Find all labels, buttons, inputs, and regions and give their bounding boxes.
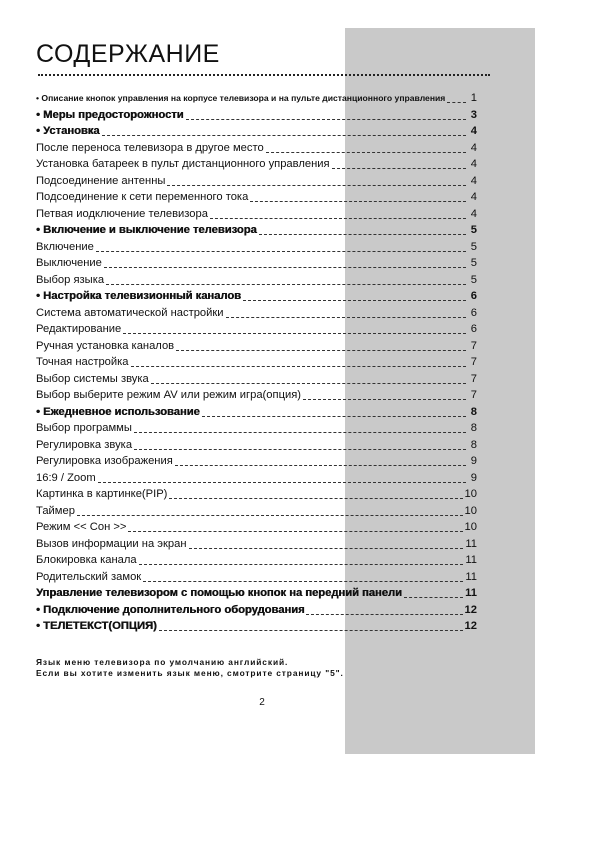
toc-entry-label: • Включение и выключение телевизора — [36, 224, 257, 236]
toc-leader-dashes — [175, 454, 466, 466]
toc-entry-label: Выбор программы — [36, 422, 132, 434]
page-number: 2 — [259, 697, 265, 708]
toc-entry[interactable] — [36, 404, 477, 421]
toc-leader-dashes — [134, 438, 466, 450]
toc-entry-page: 4 — [470, 158, 477, 170]
toc-entry-page: 4 — [470, 141, 477, 154]
toc-entry[interactable] — [36, 618, 477, 635]
toc-entry-page: 9 — [470, 471, 477, 484]
toc-entry[interactable] — [36, 173, 477, 190]
toc-entry-page: 11 — [465, 570, 477, 583]
toc-leader-dashes — [226, 306, 466, 318]
toc-entry-page: 4 — [470, 174, 477, 187]
toc-leader-dashes — [259, 223, 466, 235]
toc-entry-page: 7 — [470, 356, 477, 368]
toc-leader-dashes — [77, 504, 463, 516]
toc-entry-page: 5 — [470, 273, 477, 286]
toc-entry-label: • Настройка телевизионный каналов — [36, 290, 241, 302]
toc-entry[interactable] — [36, 486, 477, 503]
toc-entry-label: Включение — [36, 240, 94, 253]
toc-leader-dashes — [128, 520, 462, 532]
toc-leader-dashes — [202, 405, 466, 417]
toc-entry-label: Выключение — [36, 257, 102, 269]
toc-entry-label: Управление телевизором с помощью кнопок на передний панели — [36, 587, 402, 599]
toc-entry-label: Ручная установка каналов — [36, 339, 175, 352]
toc-entry-label: Режим << Сон >> — [36, 521, 127, 533]
toc-entry[interactable] — [36, 470, 477, 487]
toc-entry-page: 7 — [470, 339, 477, 352]
toc-entry-page: 6 — [470, 323, 477, 335]
toc-entry[interactable] — [36, 503, 477, 520]
toc-entry-label: Таймер — [36, 504, 75, 517]
toc-leader-dashes — [167, 174, 466, 186]
toc-leader-dashes — [143, 570, 463, 582]
toc-entry-label: • Подключение дополнительного оборудования — [36, 603, 305, 616]
toc-entry-label: Вызов информации на экран — [36, 537, 187, 550]
toc-leader-dashes — [98, 471, 466, 483]
toc-entry[interactable] — [36, 321, 477, 338]
toc-entry[interactable] — [36, 189, 477, 206]
toc-entry[interactable] — [36, 90, 477, 107]
toc-entry[interactable] — [36, 288, 477, 305]
toc-entry-label: Система автоматической настройки — [36, 306, 224, 319]
toc-entry-label: • Установка — [36, 125, 100, 137]
toc-leader-dashes — [159, 619, 463, 631]
toc-leader-dashes — [447, 91, 466, 103]
toc-leader-dashes — [176, 339, 466, 351]
toc-entry-label: Установка батареек в пульт дистанционного управления — [36, 158, 330, 170]
toc-entry-page: 9 — [470, 455, 477, 467]
toc-entry-label: Выбор системы звука — [36, 372, 149, 385]
toc-entry-label: Подсоединение к сети переменного тока — [36, 191, 249, 203]
toc-entry-page: 12 — [464, 620, 477, 632]
toc-entry[interactable] — [36, 338, 477, 355]
toc-entry-page: 11 — [465, 587, 477, 599]
toc-leader-dashes — [102, 124, 467, 136]
toc-leader-dashes — [306, 603, 462, 615]
toc-entry-page: 4 — [470, 191, 477, 203]
toc-leader-dashes — [189, 537, 464, 549]
toc-leader-dashes — [139, 553, 464, 565]
language-note-line-1: Язык меню телевизора по умолчанию английский. — [36, 657, 289, 667]
toc-entry-page: 5 — [470, 257, 477, 269]
toc-leader-dashes — [303, 388, 466, 400]
toc-entry[interactable] — [36, 107, 477, 124]
toc-entry[interactable] — [36, 585, 477, 602]
toc-entry[interactable] — [36, 420, 477, 437]
toc-entry[interactable] — [36, 140, 477, 157]
toc-entry-label: Выбор языка — [36, 273, 105, 286]
toc-leader-dashes — [96, 240, 466, 252]
toc-entry[interactable] — [36, 602, 477, 619]
toc-entry[interactable] — [36, 371, 477, 388]
toc-entry-label: • Описание кнопок управления на корпусе телевизора и на пульте дистанционного управления — [36, 93, 446, 103]
toc-entry[interactable] — [36, 123, 477, 140]
toc-entry[interactable] — [36, 206, 477, 223]
toc-entry-page: 3 — [470, 108, 477, 121]
toc-entry-label: • Ежедневное использование — [36, 405, 200, 418]
toc-entry-page: 8 — [470, 405, 477, 418]
toc-entry-page: 10 — [464, 488, 477, 500]
toc-leader-dashes — [131, 355, 466, 367]
toc-entry-page: 10 — [464, 521, 477, 533]
toc-leader-dashes — [243, 289, 466, 301]
toc-entry-page: 11 — [465, 554, 477, 566]
toc-entry[interactable] — [36, 453, 477, 470]
toc-entry-page: 7 — [470, 372, 477, 385]
page-title: СОДЕРЖАНИЕ — [36, 40, 220, 68]
toc-entry[interactable] — [36, 255, 477, 272]
toc-leader-dashes — [332, 157, 466, 169]
toc-entry[interactable] — [36, 437, 477, 454]
language-note — [36, 657, 416, 679]
toc-entry-label: После переноса телевизора в другое место — [36, 141, 264, 154]
toc-leader-dashes — [210, 207, 466, 219]
toc-entry-page: 6 — [470, 306, 477, 319]
toc-entry-label: Родительский замок — [36, 570, 142, 583]
toc-entry-label: • Меры предосторожности — [36, 108, 184, 121]
toc-entry-page: 10 — [464, 504, 477, 517]
toc-entry-page: 6 — [470, 290, 477, 302]
toc-entry-label: Выбор выберите режим AV или режим игра(опция) — [36, 389, 302, 401]
toc-leader-dashes — [106, 273, 466, 285]
toc-entry-label: Редактирование — [36, 323, 122, 335]
toc-entry-label: • ТЕЛЕТЕКСТ(ОПЦИЯ) — [36, 620, 157, 632]
toc-entry-page: 8 — [470, 422, 477, 434]
toc-entry[interactable] — [36, 305, 477, 322]
toc-entry-page: 8 — [470, 438, 477, 451]
table-of-contents — [36, 90, 477, 635]
toc-entry-page: 5 — [470, 224, 477, 236]
toc-leader-dashes — [134, 421, 466, 433]
toc-leader-dashes — [151, 372, 466, 384]
toc-entry-label: Подсоединение антенны — [36, 174, 166, 187]
toc-entry[interactable] — [36, 519, 477, 536]
toc-leader-dashes — [169, 487, 462, 499]
toc-leader-dashes — [123, 322, 466, 334]
toc-leader-dashes — [104, 256, 466, 268]
toc-leader-dashes — [250, 190, 466, 202]
toc-entry-label: Регулировка звука — [36, 438, 133, 451]
toc-entry-label: Точная настройка — [36, 356, 129, 368]
title-dotted-divider — [38, 74, 490, 76]
toc-entry-label: Регулировка изображения — [36, 455, 173, 467]
toc-entry-page: 4 — [470, 207, 477, 220]
toc-leader-dashes — [266, 141, 466, 153]
toc-entry[interactable] — [36, 354, 477, 371]
toc-entry-page: 12 — [464, 603, 477, 616]
toc-entry-label: Петвая иодключение телевизора — [36, 207, 208, 220]
toc-leader-dashes — [404, 586, 463, 598]
toc-leader-dashes — [186, 108, 466, 120]
toc-entry[interactable] — [36, 239, 477, 256]
toc-entry[interactable] — [36, 387, 477, 404]
toc-entry[interactable] — [36, 552, 477, 569]
toc-entry[interactable] — [36, 536, 477, 553]
toc-entry[interactable] — [36, 222, 477, 239]
toc-entry[interactable] — [36, 569, 477, 586]
toc-entry-page: 4 — [470, 125, 477, 137]
toc-entry-label: 16:9 / Zoom — [36, 471, 96, 484]
toc-entry[interactable] — [36, 156, 477, 173]
toc-entry-page: 11 — [465, 537, 477, 550]
language-note-line-2: Если вы хотите изменить язык меню, смотрите страницу "5". — [36, 668, 344, 678]
toc-entry-page: 1 — [470, 92, 477, 104]
toc-entry-label: Картинка в картинке(PIP) — [36, 488, 168, 500]
toc-entry[interactable] — [36, 272, 477, 289]
toc-entry-label: Блокировка канала — [36, 554, 137, 566]
toc-entry-page: 5 — [470, 240, 477, 253]
toc-entry-page: 7 — [470, 389, 477, 401]
